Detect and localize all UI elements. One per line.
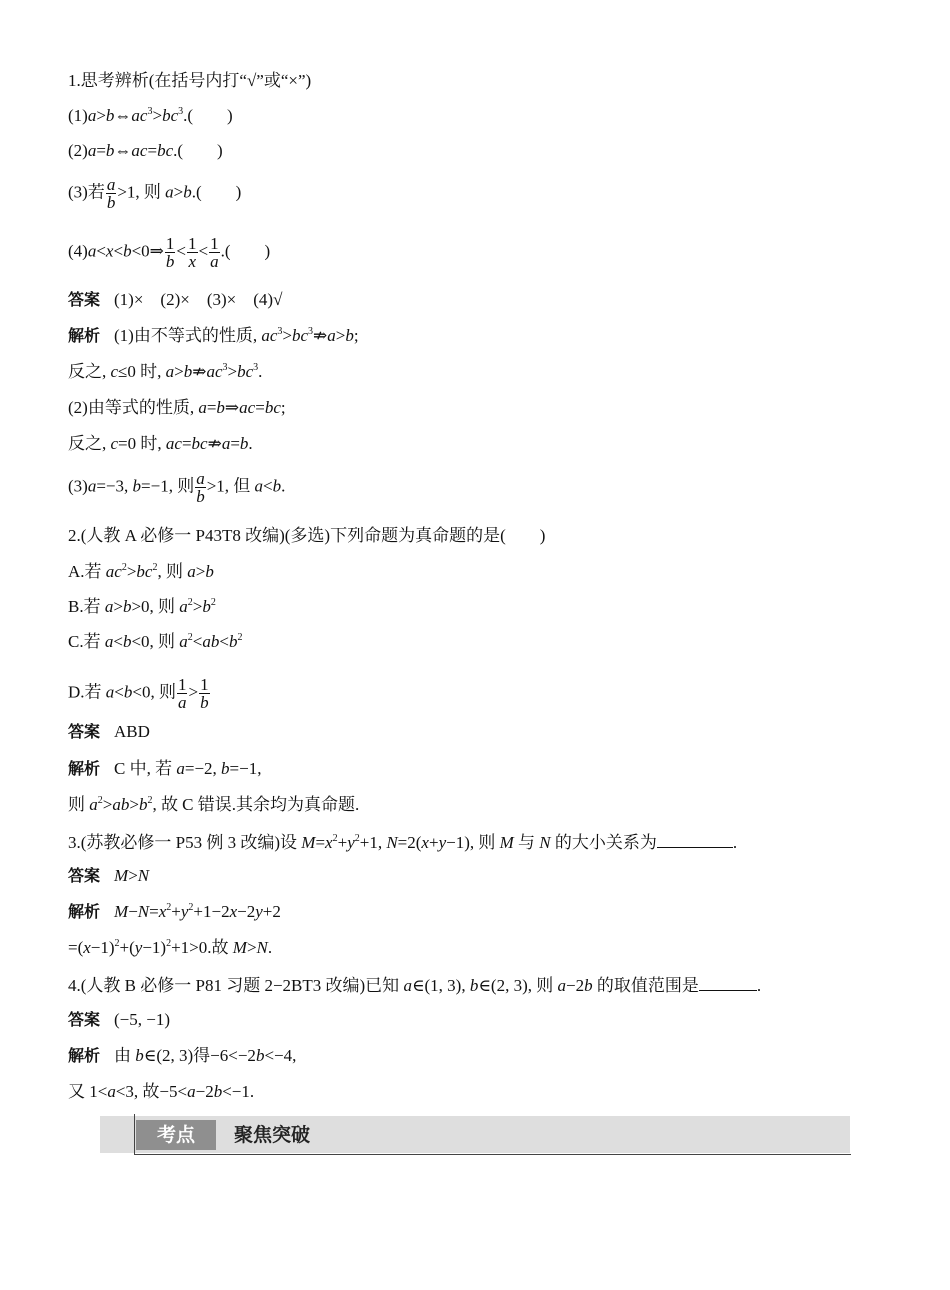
analysis-label: 解析 <box>68 902 101 921</box>
answer-blank[interactable] <box>657 831 733 848</box>
q3-answer: 答案 M>N <box>68 866 150 885</box>
q2-option-d: D.若 a<b<0, 则 $\frac{1}{a}$ > $\frac{1}{b}$ <box>68 675 209 712</box>
q3-analysis-1: 解析 $M-N=x^2+y^2+1-2x-2y+2$ <box>68 902 281 921</box>
section-banner <box>100 1114 850 1156</box>
fraction: $\frac{1}{b}$ <box>165 234 175 271</box>
q2-option-c: C.若 a<b<0, 则 $a^2<ab<b^2$ <box>68 632 243 651</box>
answer-label: 答案 <box>68 1010 101 1029</box>
banner-tag: 考点 <box>136 1120 216 1150</box>
q1-answer: 答案 (1)× (2)× (3)× (4)√ <box>68 290 283 309</box>
fraction: $\frac{1}{a}$ <box>210 234 219 271</box>
fraction: $\frac{a}{b}$ <box>106 175 116 212</box>
answer-label: 答案 <box>68 866 101 885</box>
q4-analysis-1: 解析 由 b∈(2, 3)得−6<−2b<−4, <box>68 1046 297 1065</box>
q1-analysis-1: 解析 (1)由不等式的性质, $ac^3>bc^3⇏a>b$; <box>68 326 359 345</box>
q1-item-4: (4)a<x<b<0⇒ $\frac{1}{b}$ < $\frac{1}{x}$ < $\frac{1}{a}$ .( ) <box>68 234 271 271</box>
fraction: $\frac{1}{a}$ <box>177 675 187 712</box>
analysis-label: 解析 <box>68 759 101 778</box>
analysis-label: 解析 <box>68 1046 101 1065</box>
q2-option-a: A.若 $ac^2>bc^2$, 则 a>b <box>68 562 214 581</box>
q1-analysis-4: 反之, c=0 时, ac=bc⇏a=b. <box>68 434 253 453</box>
q1-analysis-5: (3)a=−3, b=−1, 则 $\frac{a}{b}$ >1, 但 a<b. <box>68 469 286 506</box>
q2-answer: 答案 ABD <box>68 722 150 741</box>
banner-title: 聚焦突破 <box>234 1124 311 1146</box>
q4-analysis-2: 又 1<a<3, 故−5<a−2b<−1. <box>68 1082 255 1101</box>
q1-analysis-2: 反之, c≤0 时, $a>b⇏ac^3>bc^3$. <box>68 362 263 381</box>
analysis-label: 解析 <box>68 326 101 345</box>
q3-title: 3.(苏教必修一 P53 例 3 改编)设 $M=x^2+y^2+1$, N=2(x+y−1), 则 M 与 N 的大小关系为 . <box>68 833 738 852</box>
q2-option-b: B.若 a>b>0, 则 $a^2>b^2$ <box>68 597 216 616</box>
q1-item-2: (2)a=b⇔ac=bc.( ) <box>68 141 223 160</box>
q4-answer: 答案 (−5, −1) <box>68 1010 171 1029</box>
q1-title: 1.思考辨析(在括号内打“√”或“×”) <box>68 71 312 90</box>
q2-title: 2.(人教 A 必修一 P43T8 改编)(多选)下列命题为真命题的是( ) <box>68 526 546 545</box>
q2-analysis-2: 则 $a^2>ab>b^2$, 故 C 错误.其余均为真命题. <box>68 795 360 814</box>
q2-analysis-1: 解析 C 中, 若 a=−2, b=−1, <box>68 759 262 778</box>
answer-blank[interactable] <box>699 974 757 991</box>
q4-title: 4.(人教 B 必修一 P81 习题 2−2BT3 改编)已知 a∈(1, 3), b∈(2, 3), 则 a−2b 的取值范围是 . <box>68 976 762 995</box>
q1-analysis-3: (2)由等式的性质, a=b⇒ac=bc; <box>68 398 286 417</box>
fraction: $\frac{a}{b}$ <box>196 469 205 506</box>
q1-item-3: (3)若 $\frac{a}{b}$ >1, 则 a>b.( ) <box>68 175 242 212</box>
q3-analysis-2: $=(x-1)^2+(y-1)^2+1>0$.故 M>N. <box>68 938 273 957</box>
answer-label: 答案 <box>68 290 101 309</box>
answer-label: 答案 <box>68 722 101 741</box>
q1-item-1: $(1)a>b\Leftrightarrow ac^3>bc^3$.( ) <box>68 106 233 125</box>
fraction: $\frac{1}{x}$ <box>188 234 197 271</box>
fraction: $\frac{1}{b}$ <box>200 675 209 712</box>
